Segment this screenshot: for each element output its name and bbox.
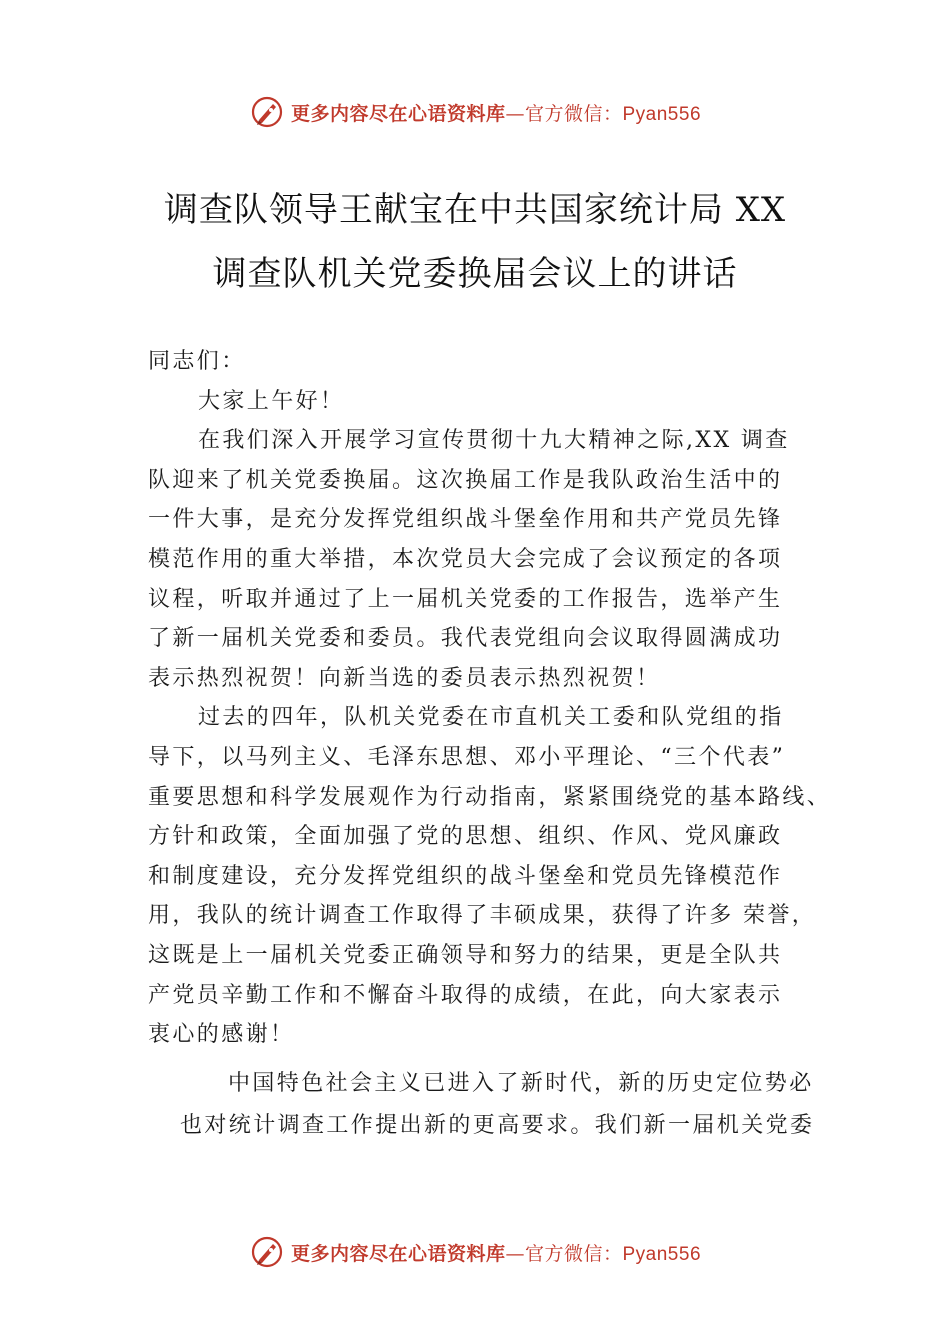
paragraph-line: 过去的四年，队机关党委在市直机关工委和队党组的指 bbox=[198, 705, 784, 731]
document-body bbox=[148, 342, 832, 1055]
paragraph-line: 重要思想和科学发展观作为行动指南，紧紧围绕党的基本路线、 bbox=[148, 784, 832, 810]
paragraph-line: 一件大事，是充分发挥党组织战斗堡垒作用和共产党员先锋 bbox=[148, 507, 783, 533]
banner-brand: 更多内容尽在心语资料库 bbox=[290, 102, 506, 125]
paragraph-2 bbox=[148, 698, 832, 1054]
banner-brand: 更多内容尽在心语资料库 bbox=[290, 1242, 506, 1265]
banner-wechat-id: Pyan556 bbox=[622, 1243, 702, 1265]
salutation: 同志们： bbox=[148, 349, 246, 374]
paragraph-line: 议程，听取并通过了上一届机关党委的工作报告，选举产生 bbox=[148, 586, 783, 612]
paragraph-line: 方针和政策，全面加强了党的思想、组织、作风、党风廉政 bbox=[148, 824, 783, 850]
banner-wechat-label: 官方微信： bbox=[524, 102, 623, 125]
pen-logo-icon bbox=[249, 1234, 285, 1270]
document-title-line2: 调查队机关党委换届会议上的讲话 bbox=[212, 254, 738, 294]
document-title-line1: 调查队领导王献宝在中共国家统计局 XX bbox=[163, 190, 787, 230]
pen-logo-icon bbox=[249, 94, 285, 130]
banner-separator: — bbox=[505, 1242, 525, 1265]
paragraph-line: 模范作用的重大举措，本次党员大会完成了会议预定的各项 bbox=[148, 546, 783, 572]
greeting: 大家上午好！ bbox=[198, 388, 345, 414]
paragraph-3-line-1: 中国特色社会主义已进入了新时代，新的历史定位势必 bbox=[228, 1071, 814, 1096]
banner-wechat-label: 官方微信： bbox=[524, 1242, 623, 1265]
banner-wechat-id: Pyan556 bbox=[622, 103, 702, 125]
header-banner bbox=[0, 92, 950, 132]
paragraph-line: 和制度建设，充分发挥党组织的战斗堡垒和党员先锋模范作 bbox=[148, 863, 783, 889]
paragraph-line: 产党员辛勤工作和不懈奋斗取得的成绩，在此，向大家表示 bbox=[148, 982, 783, 1008]
paragraph-1 bbox=[148, 421, 812, 698]
paragraph-line: 用，我队的统计调查工作取得了丰硕成果，获得了许多 荣誉， bbox=[148, 903, 817, 929]
paragraph-line: 表示热烈祝贺！向新当选的委员表示热烈祝贺！ bbox=[148, 665, 661, 691]
banner-text bbox=[291, 1239, 701, 1266]
paragraph-3-line-2: 也对统计调查工作提出新的更高要求。我们新一届机关党委 bbox=[180, 1113, 815, 1138]
paragraph-line: 衷心的感谢！ bbox=[148, 1022, 295, 1048]
paragraph-line: 队迎来了机关党委换届。这次换届工作是我队政治生活中的 bbox=[148, 467, 783, 493]
paragraph-line: 这既是上一届机关党委正确领导和努力的结果，更是全队共 bbox=[148, 942, 783, 968]
paragraph-line: 在我们深入开展学习宣传贯彻十九大精神之际,XX 调查 bbox=[198, 428, 790, 454]
paragraph-line: 导下，以马列主义、毛泽东思想、邓小平理论、“三个代表” bbox=[148, 744, 786, 770]
banner-separator: — bbox=[505, 102, 525, 125]
footer-banner bbox=[0, 1232, 950, 1272]
paragraph-line: 了新一届机关党委和委员。我代表党组向会议取得圆满成功 bbox=[148, 626, 783, 652]
banner-text bbox=[291, 99, 701, 126]
